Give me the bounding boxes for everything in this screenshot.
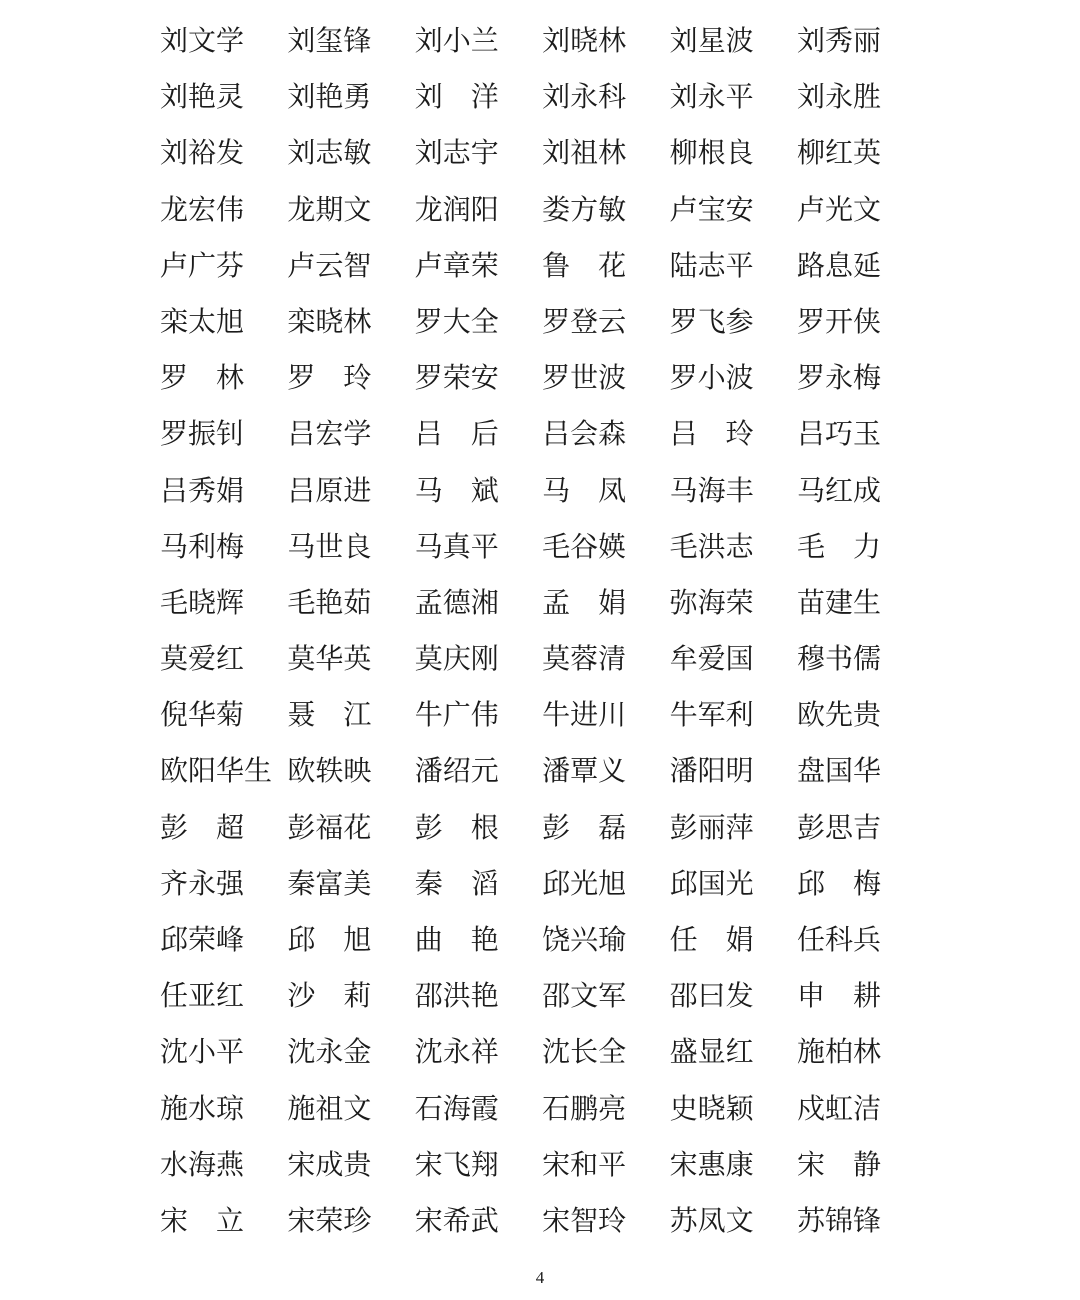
person-name: 刘小兰 [414,26,499,57]
person-name: 申 耕 [796,981,881,1013]
person-name: 吕 后 [414,419,499,451]
person-name: 刘永科 [542,82,627,114]
person-name: 罗振钊 [160,419,245,451]
name-row [160,923,924,979]
name-row [160,1035,924,1091]
person-name: 娄方敏 [542,194,627,226]
person-name: 莫蓉清 [542,644,627,676]
person-name: 沈长全 [542,1037,627,1069]
person-name: 宋惠康 [669,1149,754,1181]
name-row [160,1204,924,1260]
person-name: 毛洪志 [669,531,754,563]
person-name: 宋智玲 [542,1205,627,1237]
person-name: 毛晓辉 [160,587,245,619]
person-name: 邵洪艳 [414,981,499,1013]
page-number: 4 [535,1268,545,1287]
person-name: 苏凤文 [669,1205,754,1237]
person-name: 刘晓林 [542,26,627,57]
person-name: 马 斌 [414,475,499,507]
name-row [160,474,924,530]
person-name: 罗 林 [160,363,245,395]
person-name: 吕巧玉 [796,419,881,451]
person-name: 罗大全 [414,306,499,338]
person-name: 刘祖林 [542,138,627,170]
person-name: 施柏林 [796,1037,881,1069]
person-name: 沈小平 [160,1037,245,1069]
person-name: 卢光文 [796,194,881,226]
name-row [160,249,924,305]
name-row [160,80,924,136]
person-name: 石海霞 [414,1093,499,1125]
person-name: 卢云智 [287,250,372,282]
person-name: 罗世波 [542,363,627,395]
person-name: 刘艳勇 [287,82,372,114]
person-name: 马 凤 [542,475,627,507]
person-name: 柳根良 [669,138,754,170]
person-name: 秦富美 [287,868,372,900]
person-name: 牛广伟 [414,700,499,732]
name-row [160,811,924,867]
name-row [160,361,924,417]
person-name: 吕会森 [542,419,627,451]
person-name: 邱国光 [669,868,754,900]
person-name: 盛显红 [669,1037,754,1069]
name-row [160,417,924,473]
person-name: 弥海荣 [669,587,754,619]
name-row [160,642,924,698]
person-name: 卢宝安 [669,194,754,226]
person-name: 刘志宇 [414,138,499,170]
person-name: 毛谷媖 [542,531,627,563]
person-name: 石鹏亮 [542,1093,627,1125]
person-name: 刘裕发 [160,138,245,170]
person-name: 彭 超 [160,812,245,844]
person-name: 孟 娟 [542,587,627,619]
person-name: 柳红英 [796,138,881,170]
name-row [160,305,924,361]
person-name: 宋和平 [542,1149,627,1181]
person-name: 潘阳明 [669,756,754,788]
person-name: 宋成贵 [287,1149,372,1181]
name-row [160,1148,924,1204]
name-row [160,193,924,249]
person-name: 莫庆刚 [414,644,499,676]
person-name: 苏锦锋 [796,1205,881,1237]
person-name: 彭 根 [414,812,499,844]
person-name: 彭福花 [287,812,372,844]
person-name: 罗开侠 [796,306,881,338]
person-name: 龙润阳 [414,194,499,226]
person-name: 史晓颖 [669,1093,754,1125]
person-name: 邵文军 [542,981,627,1013]
person-name: 牛军利 [669,700,754,732]
person-name: 牟爱国 [669,644,754,676]
person-name: 罗小波 [669,363,754,395]
person-name: 吕原进 [287,475,372,507]
page-footer [0,1268,1080,1288]
person-name: 邵曰发 [669,981,754,1013]
person-name: 宋 静 [796,1149,881,1181]
person-name: 刘艳灵 [160,82,245,114]
person-name: 苗建生 [796,587,881,619]
person-name: 水海燕 [160,1149,245,1181]
person-name: 沈永祥 [414,1037,499,1069]
person-name: 倪华菊 [160,700,245,732]
person-name: 马利梅 [160,531,245,563]
name-row [160,979,924,1035]
person-name: 任亚红 [160,981,245,1013]
person-name: 邱 旭 [287,925,372,956]
person-name: 邱光旭 [542,868,627,900]
person-name: 路息延 [796,250,881,282]
person-name: 吕秀娟 [160,475,245,507]
person-name: 施水琼 [160,1093,245,1125]
person-name: 龙宏伟 [160,194,245,226]
name-row [160,867,924,923]
person-name: 栾晓林 [287,306,372,338]
person-name: 吕 玲 [669,419,754,451]
person-name: 龙期文 [287,194,372,226]
name-row [160,1092,924,1148]
person-name: 马红成 [796,475,881,507]
name-row [160,698,924,754]
person-name: 牛进川 [542,700,627,732]
person-name: 鲁 花 [542,250,627,282]
person-name: 罗 玲 [287,363,372,395]
person-name: 刘玺锋 [287,26,372,57]
person-name: 邱 梅 [796,868,881,900]
person-name: 潘覃义 [542,756,627,788]
person-name: 任 娟 [669,925,754,956]
person-name: 毛 力 [796,531,881,563]
person-name: 齐永强 [160,868,245,900]
person-name: 宋 立 [160,1205,245,1237]
person-name: 宋希武 [414,1205,499,1237]
name-row [160,754,924,810]
person-name: 聂 江 [287,700,372,732]
person-name: 卢广芬 [160,250,245,282]
person-name: 孟德湘 [414,587,499,619]
person-name: 盘国华 [796,756,881,788]
person-name: 饶兴瑜 [542,925,627,956]
person-name: 马真平 [414,531,499,563]
name-roster-grid [160,24,924,1260]
person-name: 罗飞参 [669,306,754,338]
person-name: 马世良 [287,531,372,563]
person-name: 戍虹洁 [796,1093,881,1125]
person-name: 潘绍元 [414,756,499,788]
person-name: 莫华英 [287,644,372,676]
person-name: 陆志平 [669,250,754,282]
person-name: 欧阳华生 [160,756,273,788]
person-name: 邱荣峰 [160,925,245,956]
person-name: 曲 艳 [414,925,499,956]
person-name: 沙 莉 [287,981,372,1013]
person-name: 刘永胜 [796,82,881,114]
name-row [160,586,924,642]
person-name: 莫爱红 [160,644,245,676]
name-row [160,136,924,192]
person-name: 宋荣珍 [287,1205,372,1237]
person-name: 罗荣安 [414,363,499,395]
person-name: 毛艳茹 [287,587,372,619]
person-name: 沈永金 [287,1037,372,1069]
person-name: 刘秀丽 [796,26,881,57]
person-name: 刘永平 [669,82,754,114]
person-name: 吕宏学 [287,419,372,451]
person-name: 欧轶映 [287,756,372,788]
person-name: 栾太旭 [160,306,245,338]
person-name: 彭思吉 [796,812,881,844]
person-name: 欧先贵 [796,700,881,732]
person-name: 刘星波 [669,26,754,57]
person-name: 罗永梅 [796,363,881,395]
person-name: 任科兵 [796,925,881,956]
person-name: 卢章荣 [414,250,499,282]
person-name: 马海丰 [669,475,754,507]
person-name: 施祖文 [287,1093,372,1125]
person-name: 穆书儒 [796,644,881,676]
person-name: 秦 滔 [414,868,499,900]
person-name: 彭丽萍 [669,812,754,844]
person-name: 罗登云 [542,306,627,338]
name-row [160,24,924,80]
person-name: 刘 洋 [414,82,499,114]
person-name: 刘志敏 [287,138,372,170]
person-name: 彭 磊 [542,812,627,844]
person-name: 宋飞翔 [414,1149,499,1181]
person-name: 刘文学 [160,26,245,57]
name-row [160,530,924,586]
